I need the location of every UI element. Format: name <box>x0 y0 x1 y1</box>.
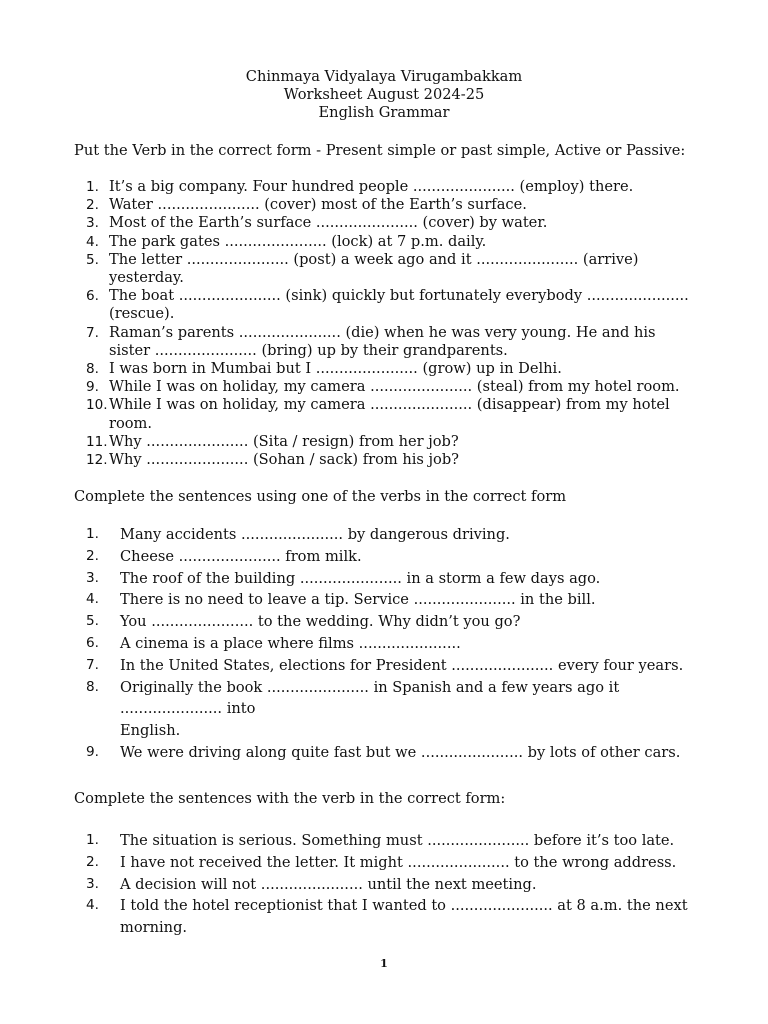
item-text: A decision will not ...................... until the next meeting. <box>120 875 537 893</box>
item-number: 8. <box>86 361 99 378</box>
item-number: 3. <box>86 875 99 892</box>
section1-instruction: Put the Verb in the correct form - Present simple or past simple, Active or Passive: <box>74 142 686 159</box>
list-item <box>86 742 696 764</box>
item-text-continued: English. <box>120 722 181 740</box>
list-item <box>86 433 696 451</box>
list-item <box>86 546 696 568</box>
list-item <box>86 214 696 232</box>
item-text: Most of the Earth’s surface ...................... (cover) by water. <box>109 214 548 232</box>
list-item <box>86 589 696 611</box>
item-text: It’s a big company. Four hundred people ...................... (employ) there. <box>109 178 634 195</box>
school-name: Chinmaya Vidyalaya Virugambakkam <box>245 68 523 85</box>
list-item <box>86 451 696 469</box>
item-text: I have not received the letter. It might ...................... to the wrong address. <box>120 853 677 871</box>
list-item <box>86 633 696 655</box>
list-item <box>86 378 696 396</box>
item-number: 8. <box>86 678 99 695</box>
subject-title: English Grammar <box>318 104 450 122</box>
item-text: In the United States, elections for President ...................... every four years. <box>120 656 684 674</box>
item-number: 4. <box>86 233 99 250</box>
item-number: 11. <box>86 433 108 450</box>
item-text-continued: ...................... into <box>120 700 256 718</box>
item-text: A cinema is a place where films ...................... <box>120 634 461 652</box>
list-item <box>86 233 696 251</box>
list-item <box>86 830 696 852</box>
list-item <box>86 196 696 214</box>
item-text: The letter ...................... (post) a week ago and it ...................... (arrive) yesterday. <box>109 250 639 287</box>
item-number: 6. <box>86 634 99 651</box>
list-item <box>86 251 696 287</box>
item-number: 6. <box>86 288 99 305</box>
item-number: 5. <box>86 251 99 268</box>
item-text: The boat ...................... (sink) quickly but fortunately everybody ...................... (rescue). <box>109 287 689 323</box>
list-item <box>86 677 696 742</box>
item-text: The roof of the building ...................... in a storm a few days ago. <box>120 569 601 587</box>
item-number: 9. <box>86 379 99 396</box>
section2-instruction: Complete the sentences using one of the verbs in the correct form <box>74 488 567 505</box>
item-text: Why ...................... (Sohan / sack) from his job? <box>109 451 460 469</box>
item-text: Many accidents ...................... by dangerous driving. <box>120 526 510 543</box>
item-text: I was born in Mumbai but I ...................... (grow) up in Delhi. <box>109 360 562 378</box>
item-number: 1. <box>86 832 99 848</box>
item-number: 7. <box>86 324 99 341</box>
list-item <box>86 655 696 677</box>
item-text: We were driving along quite fast but we ...................... by lots of other cars. <box>120 743 681 761</box>
item-text: Originally the book ...................... in Spanish and a few years ago it <box>120 678 620 696</box>
section3-instruction: Complete the sentences with the verb in the correct form: <box>74 790 506 807</box>
item-text: While I was on holiday, my camera ...................... (steal) from my hotel room. <box>109 378 680 396</box>
list-item <box>86 178 696 196</box>
document-header <box>0 68 768 123</box>
section3-list <box>86 830 696 939</box>
item-text: Why ...................... (Sita / resign) from her job? <box>109 432 459 450</box>
item-number: 2. <box>86 197 99 214</box>
item-number: 3. <box>86 569 99 586</box>
item-number: 1. <box>86 526 99 542</box>
item-text: The situation is serious. Something must ...................... before it’s too late. <box>120 832 675 849</box>
item-number: 10. <box>86 397 108 414</box>
item-number: 4. <box>86 591 99 608</box>
item-text: I told the hotel receptionist that I wanted to ...................... at 8 a.m. the next morning. <box>120 897 688 937</box>
item-number: 2. <box>86 853 99 870</box>
list-item <box>86 568 696 590</box>
list-item <box>86 287 696 323</box>
list-item <box>86 895 696 939</box>
item-number: 12. <box>86 452 108 469</box>
list-item <box>86 360 696 378</box>
list-item <box>86 874 696 896</box>
item-number: 5. <box>86 613 99 630</box>
item-number: 9. <box>86 743 99 760</box>
section1-list <box>86 178 696 469</box>
page-number: 1 <box>380 957 388 970</box>
item-text: Raman’s parents ...................... (die) when he was very young. He and his sister ...................... (bring) up by their grandparents. <box>109 323 656 359</box>
item-number: 4. <box>86 897 99 914</box>
item-number: 1. <box>86 179 99 195</box>
item-text: Water ...................... (cover) most of the Earth’s surface. <box>109 196 527 214</box>
item-text: While I was on holiday, my camera ...................... (disappear) from my hotel room. <box>109 396 670 432</box>
item-text: The park gates ...................... (lock) at 7 p.m. daily. <box>109 232 487 250</box>
list-item <box>86 324 696 360</box>
item-text: You ...................... to the wedding. Why didn’t you go? <box>120 613 521 631</box>
worksheet-title: Worksheet August 2024-25 <box>283 86 485 104</box>
list-item <box>86 852 696 874</box>
list-item <box>86 524 696 546</box>
item-text: Cheese ...................... from milk. <box>120 547 362 565</box>
list-item <box>86 611 696 633</box>
item-text: There is no need to leave a tip. Service ...................... in the bill. <box>120 591 596 609</box>
item-number: 7. <box>86 656 99 673</box>
section2-list <box>86 524 696 764</box>
item-number: 2. <box>86 547 99 564</box>
list-item <box>86 396 696 432</box>
item-number: 3. <box>86 215 99 232</box>
